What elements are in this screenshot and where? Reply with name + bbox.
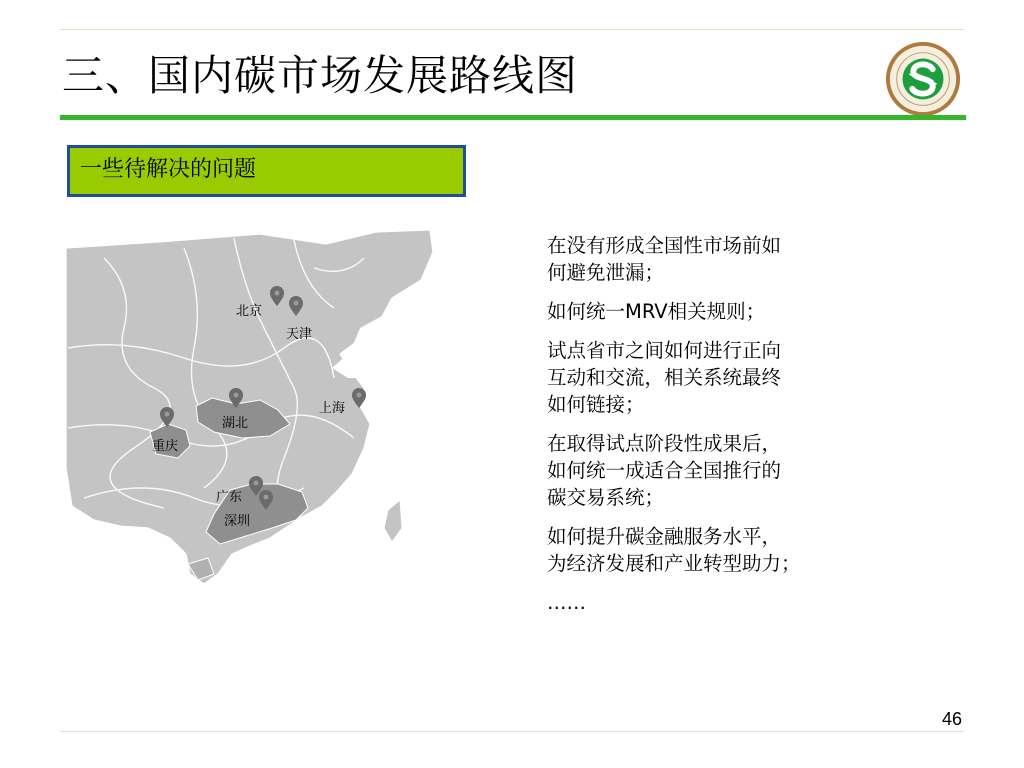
issue-list [547,232,907,628]
bottom-divider [60,731,964,732]
china-pilot-map [64,228,436,586]
page-number: 46 [941,709,962,729]
issue-item: …… [547,591,586,614]
issue-item: 试点省市之间如何进行正向 互动和交流，相关系统最终 如何链接； [547,339,782,416]
section-header [67,145,466,197]
city-label-beijing: 北京 [236,304,263,319]
slide-title: 三、国内碳市场发展路线图 [62,51,579,100]
issue-item: 在取得试点阶段性成果后， 如何统一成适合全国推行的 碳交易系统； [547,432,782,509]
city-label-shanghai: 上海 [319,401,346,416]
top-divider [60,29,964,30]
city-label-hubei: 湖北 [222,416,249,431]
city-label-shenzhen: 深圳 [224,514,251,529]
city-label-tianjin: 天津 [286,327,313,342]
title-underline [60,115,966,120]
city-label-chongqing: 重庆 [152,439,179,454]
issue-item: 如何统一MRV相关规则； [547,300,766,323]
carbon-finance-logo-icon [884,40,962,118]
city-label-guangdong: 广东 [216,490,243,505]
issue-item: 在没有形成全国性市场前如 何避免泄漏； [547,234,782,284]
section-label: 一些待解决的问题 [80,157,257,182]
issue-item: 如何提升碳金融服务水平， 为经济发展和产业转型助力； [547,525,801,575]
